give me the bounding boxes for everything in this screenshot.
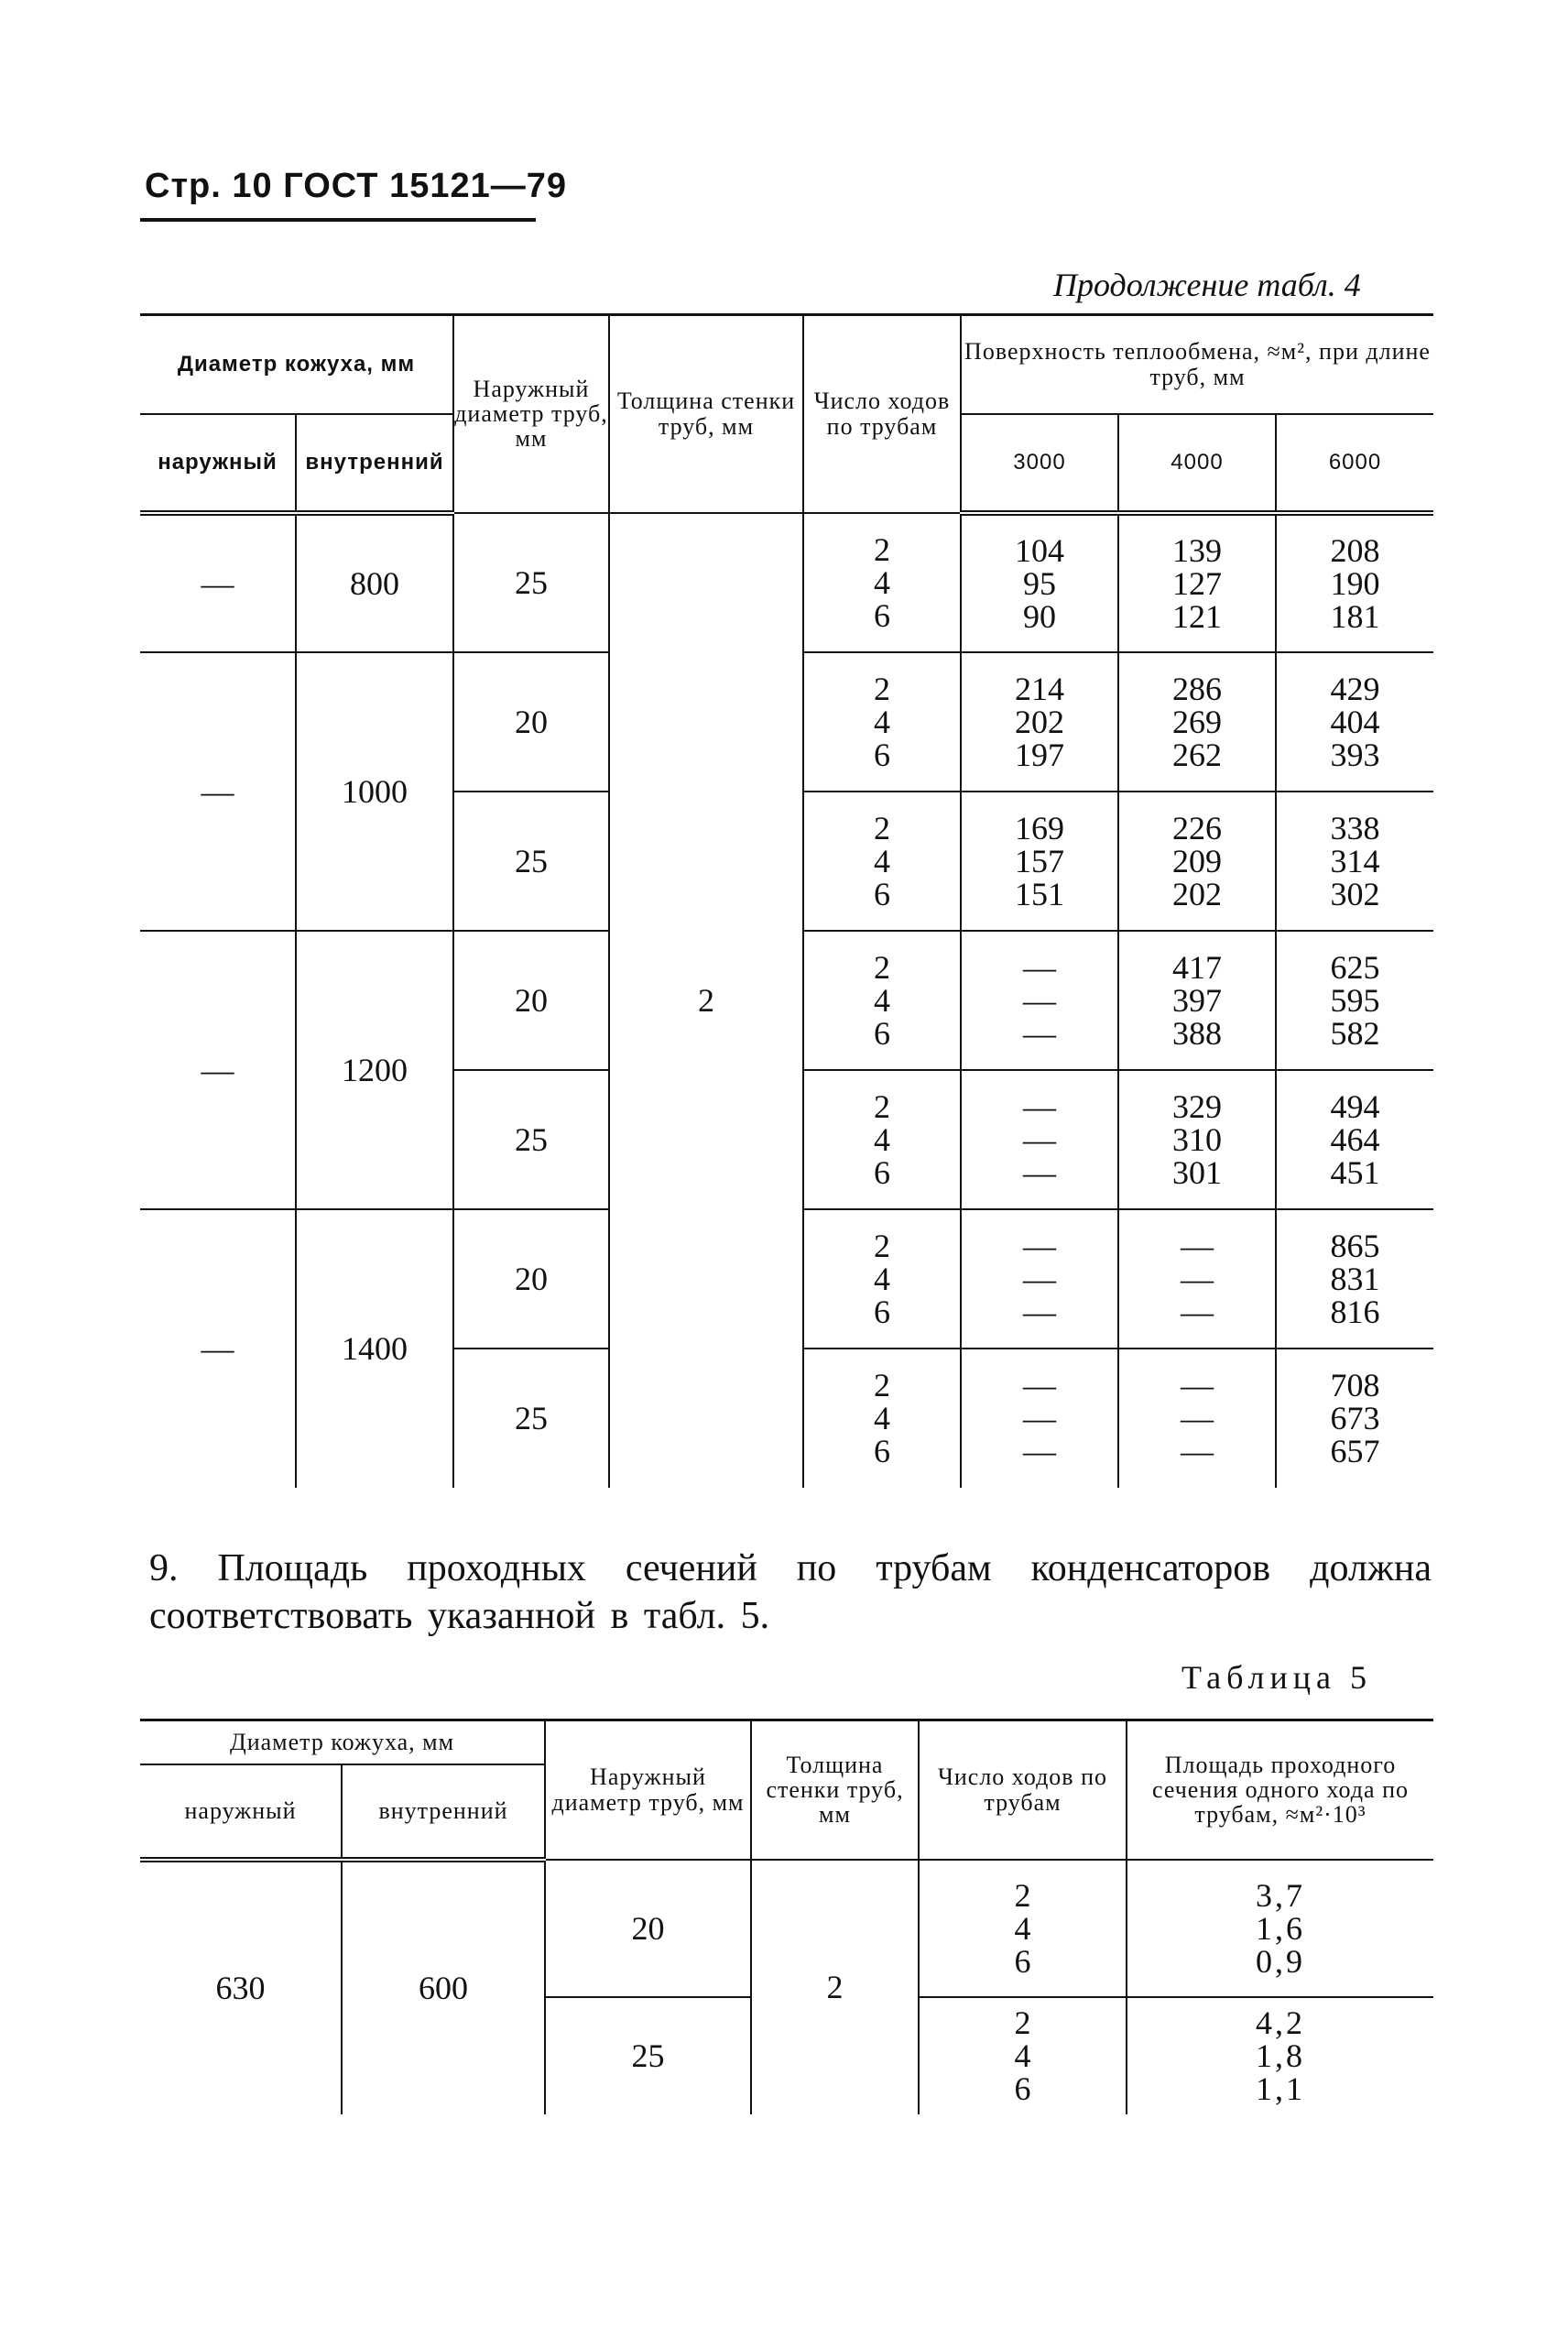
passes-value: 4 <box>874 1260 890 1297</box>
shell-inner-value: 1400 <box>296 1209 453 1488</box>
surface-3000-value-cell <box>961 1209 1118 1349</box>
t5-pass: 6 <box>1014 1942 1031 1980</box>
t5-pass: 4 <box>1014 2037 1031 2074</box>
t5-area-cell <box>1127 1860 1433 1997</box>
surface-3000-value: 90 <box>1023 597 1056 635</box>
shell-outer-value: — <box>201 564 234 602</box>
surface-3000-value: — <box>1023 1433 1056 1469</box>
passes-value: 6 <box>874 875 890 912</box>
surface-6000-value: 865 <box>1330 1227 1380 1264</box>
surface-4000-value: 397 <box>1172 981 1222 1019</box>
header-passes: Число ходов по трубам <box>803 315 961 513</box>
surface-3000-value: 214 <box>1015 670 1064 707</box>
passes-value-cell <box>803 513 961 652</box>
surface-4000-value: — <box>1181 1260 1214 1297</box>
surface-4000-value: 209 <box>1172 842 1222 879</box>
surface-6000-value: 451 <box>1330 1153 1380 1191</box>
surface-4000-value-cell <box>1118 513 1276 652</box>
surface-4000-value: 310 <box>1172 1120 1222 1158</box>
surface-3000-value: — <box>1023 1120 1056 1158</box>
shell-outer-value: — <box>140 1209 296 1488</box>
t5-pass: 2 <box>1014 2004 1031 2041</box>
surface-6000-value-cell <box>1276 513 1433 652</box>
surface-3000-value: — <box>1023 1227 1056 1264</box>
surface-6000-value: 302 <box>1330 875 1380 912</box>
surface-6000-value: 582 <box>1330 1014 1380 1052</box>
t5-passes-cell <box>919 1997 1127 2114</box>
surface-3000-value: — <box>1023 1153 1056 1191</box>
surface-4000-value: 139 <box>1172 531 1222 569</box>
surface-4000-value: 269 <box>1172 703 1222 740</box>
surface-6000-value: 208 <box>1330 531 1380 569</box>
tube-od-value: 20 <box>453 931 609 1070</box>
t5-area: 1,6 <box>1256 1909 1305 1947</box>
tube-od-value: 20 <box>453 1209 609 1349</box>
surface-6000-value: 673 <box>1330 1400 1380 1436</box>
surface-4000-value: — <box>1181 1367 1214 1403</box>
tube-od-value: 25 <box>453 1349 609 1488</box>
paragraph-9: 9. Площадь проходных сечений по трубам конденсаторов должна соответствовать указанной в табл. 5. <box>149 1547 1432 1637</box>
header-rule <box>140 218 536 222</box>
header-inner: внутренний <box>296 414 453 513</box>
t5-pass: 6 <box>1014 2070 1031 2107</box>
header-shell-diameter: Диаметр кожуха, мм <box>140 315 453 414</box>
passes-value-cell <box>803 1349 961 1488</box>
t5-area: 4,2 <box>1256 2004 1305 2041</box>
table-4-continuation <box>140 313 1433 1488</box>
t5-header-shell-diameter: Диаметр кожуха, мм <box>140 1720 545 1764</box>
wall-thickness-value: 2 <box>609 513 803 1488</box>
passes-value: 6 <box>874 1433 890 1469</box>
t5-area-cell <box>1127 1997 1433 2114</box>
passes-value-cell <box>803 1070 961 1209</box>
surface-6000-value: 831 <box>1330 1260 1380 1297</box>
t5-pass: 2 <box>1014 1876 1031 1914</box>
header-length-3000: 3000 <box>961 414 1118 513</box>
t5-header-area: Площадь проходного сечения одного хода по трубам, ≈м²·10³ <box>1127 1720 1433 1860</box>
passes-value: 4 <box>874 842 890 879</box>
t5-header-inner: внутренний <box>342 1764 545 1860</box>
surface-6000-value: 494 <box>1330 1087 1380 1125</box>
passes-value: 6 <box>874 736 890 773</box>
t5-area: 1,1 <box>1256 2070 1305 2107</box>
passes-value: 2 <box>874 1227 890 1264</box>
surface-6000-value: 816 <box>1330 1293 1380 1330</box>
passes-value: 2 <box>874 809 890 846</box>
surface-6000-value: 181 <box>1330 597 1380 635</box>
passes-value: 4 <box>874 981 890 1019</box>
passes-value: 6 <box>874 1014 890 1052</box>
t5-inner-value: 600 <box>342 1860 545 2114</box>
header-length-6000: 6000 <box>1276 414 1433 513</box>
surface-3000-value: — <box>1023 1087 1056 1125</box>
surface-6000-value: 657 <box>1330 1433 1380 1469</box>
shell-outer-value: — <box>140 652 296 931</box>
surface-3000-value: — <box>1023 1014 1056 1052</box>
surface-4000-value: — <box>1181 1400 1214 1436</box>
t5-pass: 4 <box>1014 1909 1031 1947</box>
t5-header-outer: наружный <box>140 1764 342 1860</box>
surface-4000-value-cell <box>1118 931 1276 1070</box>
shell-inner-value: 1000 <box>296 652 453 931</box>
surface-6000-value-cell <box>1276 1349 1433 1488</box>
surface-4000-value: — <box>1181 1433 1214 1469</box>
table4-row <box>140 513 1433 652</box>
surface-6000-value: 190 <box>1330 564 1380 602</box>
t5-od-value: 25 <box>545 1997 751 2114</box>
table4-body <box>140 513 1433 1488</box>
surface-4000-value: 417 <box>1172 948 1222 986</box>
tube-od-value: 20 <box>453 652 609 792</box>
t5-wall-value: 2 <box>751 1860 919 2114</box>
surface-3000-value-cell <box>961 792 1118 931</box>
t5-area: 0,9 <box>1256 1942 1305 1980</box>
passes-value-cell <box>803 1209 961 1349</box>
surface-6000-value: 429 <box>1330 670 1380 707</box>
surface-4000-value: 202 <box>1172 875 1222 912</box>
surface-4000-value: 226 <box>1172 809 1222 846</box>
t5-area: 3,7 <box>1256 1876 1305 1914</box>
shell-inner-value: 800 <box>296 513 453 652</box>
surface-6000-value: 314 <box>1330 842 1380 879</box>
surface-4000-value-cell <box>1118 1070 1276 1209</box>
surface-6000-value: 393 <box>1330 736 1380 773</box>
passes-value-cell <box>803 931 961 1070</box>
surface-4000-value-cell <box>1118 652 1276 792</box>
surface-4000-value-cell <box>1118 1349 1276 1488</box>
tube-od-value: 25 <box>453 792 609 931</box>
surface-6000-value-cell <box>1276 931 1433 1070</box>
t5-passes-cell <box>919 1860 1127 1997</box>
t5-outer-value: 630 <box>215 1970 266 2006</box>
passes-value: 4 <box>874 563 890 601</box>
tube-od-value: 25 <box>453 1070 609 1209</box>
surface-4000-value: 329 <box>1172 1087 1222 1125</box>
table-5 <box>140 1719 1433 2114</box>
surface-4000-value: 301 <box>1172 1153 1222 1191</box>
t5-header-tube-od: Наружный диаметр труб, мм <box>545 1720 751 1860</box>
surface-3000-value-cell <box>961 652 1118 792</box>
surface-3000-value: — <box>1023 1367 1056 1403</box>
surface-3000-value: 95 <box>1023 564 1056 602</box>
passes-value: 4 <box>874 703 890 740</box>
surface-4000-value: — <box>1181 1293 1214 1330</box>
surface-6000-value-cell <box>1276 792 1433 931</box>
header-wall-thickness: Толщина стенки труб, мм <box>609 315 803 513</box>
passes-value-cell <box>803 652 961 792</box>
passes-value: 2 <box>874 530 890 568</box>
surface-3000-value: 151 <box>1015 875 1064 912</box>
surface-4000-value-cell <box>1118 1209 1276 1349</box>
surface-3000-value: 169 <box>1015 809 1064 846</box>
header-outer: наружный <box>140 414 296 513</box>
surface-6000-value: 708 <box>1330 1367 1380 1403</box>
surface-6000-value: 595 <box>1330 981 1380 1019</box>
header-surface: Поверхность теплообмена, ≈м², при длине труб, мм <box>961 315 1433 414</box>
header-length-4000: 4000 <box>1118 414 1276 513</box>
surface-3000-value: 197 <box>1015 736 1064 773</box>
surface-6000-value: 464 <box>1330 1120 1380 1158</box>
surface-6000-value: 404 <box>1330 703 1380 740</box>
surface-4000-value: 262 <box>1172 736 1222 773</box>
surface-3000-value: — <box>1023 948 1056 986</box>
surface-4000-value: 121 <box>1172 597 1222 635</box>
shell-outer-value: — <box>140 931 296 1209</box>
table5-caption: Таблица 5 <box>1181 1659 1372 1696</box>
passes-value-cell <box>803 792 961 931</box>
surface-6000-value: 338 <box>1330 809 1380 846</box>
shell-inner-value: 1200 <box>296 931 453 1209</box>
header-tube-od: Наружный диаметр труб, мм <box>453 315 609 513</box>
surface-3000-value-cell <box>961 931 1118 1070</box>
t5-header-passes: Число ходов по трубам <box>919 1720 1127 1860</box>
surface-6000-value-cell <box>1276 1070 1433 1209</box>
table4-caption: Продолжение табл. 4 <box>1053 267 1361 303</box>
surface-3000-value-cell <box>961 1070 1118 1209</box>
surface-6000-value-cell <box>1276 652 1433 792</box>
surface-4000-value: 388 <box>1172 1014 1222 1052</box>
passes-value: 4 <box>874 1120 890 1158</box>
surface-4000-value: 286 <box>1172 670 1222 707</box>
surface-3000-value-cell <box>961 513 1118 652</box>
t5-od-value: 20 <box>545 1860 751 1997</box>
passes-value: 2 <box>874 670 890 707</box>
passes-value: 2 <box>874 1087 890 1125</box>
surface-4000-value: 127 <box>1172 564 1222 602</box>
surface-4000-value-cell <box>1118 792 1276 931</box>
surface-6000-value: 625 <box>1330 948 1380 986</box>
passes-value: 2 <box>874 948 890 986</box>
surface-3000-value-cell <box>961 1349 1118 1488</box>
passes-value: 6 <box>874 1153 890 1191</box>
surface-3000-value: 157 <box>1015 842 1064 879</box>
passes-value: 4 <box>874 1400 890 1436</box>
t5-area: 1,8 <box>1256 2037 1305 2074</box>
surface-3000-value: — <box>1023 981 1056 1019</box>
surface-3000-value: 202 <box>1015 703 1064 740</box>
passes-value: 2 <box>874 1367 890 1403</box>
surface-6000-value-cell <box>1276 1209 1433 1349</box>
tube-od-value: 25 <box>453 513 609 652</box>
t5-header-wall: Толщина стенки труб, мм <box>751 1720 919 1860</box>
surface-3000-value: — <box>1023 1400 1056 1436</box>
surface-3000-value: — <box>1023 1293 1056 1330</box>
surface-3000-value: — <box>1023 1260 1056 1297</box>
page-header: Стр. 10 ГОСТ 15121—79 <box>145 167 568 205</box>
surface-3000-value: 104 <box>1015 531 1064 569</box>
surface-4000-value: — <box>1181 1227 1214 1264</box>
passes-value: 6 <box>874 596 890 634</box>
passes-value: 6 <box>874 1293 890 1330</box>
